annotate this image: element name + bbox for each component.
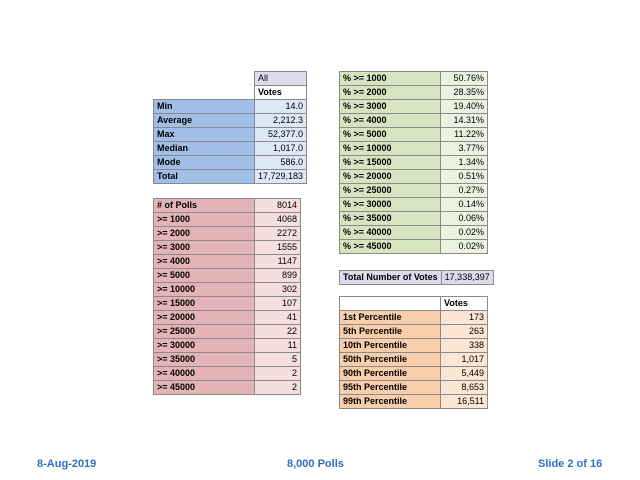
polls-label: >= 40000 bbox=[154, 367, 255, 381]
polls-table-body bbox=[154, 199, 301, 395]
stats-header-all: All bbox=[255, 72, 307, 86]
percentile-value: 338 bbox=[441, 339, 488, 353]
footer-date: 8-Aug-2019 bbox=[37, 458, 97, 470]
percent-row bbox=[340, 184, 488, 198]
percentile-row bbox=[340, 339, 488, 353]
percent-value: 14.31% bbox=[441, 114, 488, 128]
percent-value: 50.76% bbox=[441, 72, 488, 86]
stats-header-votes: Votes bbox=[255, 86, 307, 100]
percentile-label: 1st Percentile bbox=[340, 311, 441, 325]
percentile-value: 1,017 bbox=[441, 353, 488, 367]
percentile-label: 5th Percentile bbox=[340, 325, 441, 339]
polls-value: 2 bbox=[255, 381, 301, 395]
polls-row bbox=[154, 353, 301, 367]
percent-value: 3.77% bbox=[441, 142, 488, 156]
polls-label: >= 25000 bbox=[154, 325, 255, 339]
polls-value: 2 bbox=[255, 367, 301, 381]
percentiles-header-votes: Votes bbox=[441, 297, 488, 311]
percent-label: % >= 2000 bbox=[340, 86, 441, 100]
polls-value: 302 bbox=[255, 283, 301, 297]
stats-value: 52,377.0 bbox=[255, 128, 307, 142]
polls-row bbox=[154, 227, 301, 241]
percent-value: 1.34% bbox=[441, 156, 488, 170]
percentiles-table-body bbox=[340, 297, 488, 409]
polls-header-value: 8014 bbox=[255, 199, 301, 213]
percentile-label: 95th Percentile bbox=[340, 381, 441, 395]
percent-label: % >= 1000 bbox=[340, 72, 441, 86]
stats-header-blank bbox=[154, 86, 255, 100]
footer-title: 8,000 Polls bbox=[287, 458, 344, 470]
polls-value: 1147 bbox=[255, 255, 301, 269]
polls-row bbox=[154, 241, 301, 255]
stats-header-row bbox=[154, 72, 307, 86]
stats-row bbox=[154, 114, 307, 128]
percent-label: % >= 35000 bbox=[340, 212, 441, 226]
polls-row bbox=[154, 283, 301, 297]
polls-row bbox=[154, 297, 301, 311]
percentiles-table bbox=[339, 296, 488, 409]
percent-value: 19.40% bbox=[441, 100, 488, 114]
polls-label: >= 3000 bbox=[154, 241, 255, 255]
percent-table-body bbox=[340, 72, 488, 254]
stats-header-row bbox=[154, 86, 307, 100]
percent-table bbox=[339, 71, 488, 254]
percent-value: 0.02% bbox=[441, 240, 488, 254]
polls-value: 2272 bbox=[255, 227, 301, 241]
percentile-label: 99th Percentile bbox=[340, 395, 441, 409]
total-votes-row bbox=[340, 271, 494, 285]
percent-value: 0.51% bbox=[441, 170, 488, 184]
percent-label: % >= 20000 bbox=[340, 170, 441, 184]
polls-value: 11 bbox=[255, 339, 301, 353]
percent-row bbox=[340, 198, 488, 212]
percent-label: % >= 5000 bbox=[340, 128, 441, 142]
percentile-row bbox=[340, 353, 488, 367]
polls-value: 5 bbox=[255, 353, 301, 367]
percent-row bbox=[340, 72, 488, 86]
percentile-value: 173 bbox=[441, 311, 488, 325]
total-votes-label: Total Number of Votes bbox=[340, 271, 442, 285]
polls-label: >= 45000 bbox=[154, 381, 255, 395]
percent-row bbox=[340, 100, 488, 114]
polls-label: >= 20000 bbox=[154, 311, 255, 325]
percent-row bbox=[340, 226, 488, 240]
percent-label: % >= 30000 bbox=[340, 198, 441, 212]
percentile-label: 90th Percentile bbox=[340, 367, 441, 381]
percent-row bbox=[340, 128, 488, 142]
percent-row bbox=[340, 86, 488, 100]
polls-label: >= 15000 bbox=[154, 297, 255, 311]
polls-label: >= 1000 bbox=[154, 213, 255, 227]
percent-row bbox=[340, 170, 488, 184]
stats-row bbox=[154, 156, 307, 170]
percentile-label: 50th Percentile bbox=[340, 353, 441, 367]
stats-table bbox=[153, 71, 307, 184]
percent-row bbox=[340, 142, 488, 156]
percent-value: 0.02% bbox=[441, 226, 488, 240]
percent-label: % >= 25000 bbox=[340, 184, 441, 198]
percentile-label: 10th Percentile bbox=[340, 339, 441, 353]
polls-header-label: # of Polls bbox=[154, 199, 255, 213]
stats-value: 2,212.3 bbox=[255, 114, 307, 128]
percent-value: 11.22% bbox=[441, 128, 488, 142]
percent-value: 28.35% bbox=[441, 86, 488, 100]
percentile-value: 8,653 bbox=[441, 381, 488, 395]
percent-value: 0.14% bbox=[441, 198, 488, 212]
polls-row bbox=[154, 269, 301, 283]
stats-label: Median bbox=[154, 142, 255, 156]
polls-table bbox=[153, 198, 301, 395]
percent-label: % >= 10000 bbox=[340, 142, 441, 156]
stats-value: 586.0 bbox=[255, 156, 307, 170]
percent-value: 0.27% bbox=[441, 184, 488, 198]
stats-header-blank bbox=[154, 72, 255, 86]
polls-label: >= 2000 bbox=[154, 227, 255, 241]
polls-label: >= 4000 bbox=[154, 255, 255, 269]
polls-row bbox=[154, 311, 301, 325]
polls-label: >= 35000 bbox=[154, 353, 255, 367]
percent-label: % >= 15000 bbox=[340, 156, 441, 170]
percentile-value: 263 bbox=[441, 325, 488, 339]
percentile-row bbox=[340, 381, 488, 395]
percentile-row bbox=[340, 311, 488, 325]
percentile-row bbox=[340, 325, 488, 339]
stats-value: 17,729,183 bbox=[255, 170, 307, 184]
stats-label: Average bbox=[154, 114, 255, 128]
stats-row bbox=[154, 142, 307, 156]
polls-value: 4068 bbox=[255, 213, 301, 227]
percentile-row bbox=[340, 367, 488, 381]
percent-row bbox=[340, 156, 488, 170]
percent-label: % >= 45000 bbox=[340, 240, 441, 254]
polls-value: 22 bbox=[255, 325, 301, 339]
footer-slide-number: Slide 2 of 16 bbox=[538, 458, 603, 470]
stats-row bbox=[154, 128, 307, 142]
stats-value: 1,017.0 bbox=[255, 142, 307, 156]
polls-value: 1555 bbox=[255, 241, 301, 255]
polls-label: >= 30000 bbox=[154, 339, 255, 353]
polls-row bbox=[154, 339, 301, 353]
percent-row bbox=[340, 212, 488, 226]
polls-row bbox=[154, 367, 301, 381]
polls-row bbox=[154, 381, 301, 395]
polls-label: >= 5000 bbox=[154, 269, 255, 283]
percent-row bbox=[340, 240, 488, 254]
percent-label: % >= 40000 bbox=[340, 226, 441, 240]
percentile-value: 16,511 bbox=[441, 395, 488, 409]
percentiles-header-blank bbox=[340, 297, 441, 311]
percentile-value: 5,449 bbox=[441, 367, 488, 381]
percent-label: % >= 4000 bbox=[340, 114, 441, 128]
stats-label: Min bbox=[154, 100, 255, 114]
stats-label: Max bbox=[154, 128, 255, 142]
stats-table-body bbox=[154, 72, 307, 184]
percentiles-header-row bbox=[340, 297, 488, 311]
polls-header-row bbox=[154, 199, 301, 213]
polls-value: 41 bbox=[255, 311, 301, 325]
polls-value: 107 bbox=[255, 297, 301, 311]
polls-value: 899 bbox=[255, 269, 301, 283]
stats-label: Mode bbox=[154, 156, 255, 170]
polls-label: >= 10000 bbox=[154, 283, 255, 297]
polls-row bbox=[154, 255, 301, 269]
polls-row bbox=[154, 213, 301, 227]
percentile-row bbox=[340, 395, 488, 409]
stats-row bbox=[154, 100, 307, 114]
stats-value: 14.0 bbox=[255, 100, 307, 114]
stats-label: Total bbox=[154, 170, 255, 184]
percent-value: 0.06% bbox=[441, 212, 488, 226]
total-votes-value: 17,338,397 bbox=[441, 271, 493, 285]
polls-row bbox=[154, 325, 301, 339]
percent-label: % >= 3000 bbox=[340, 100, 441, 114]
stats-row bbox=[154, 170, 307, 184]
total-votes-table bbox=[339, 270, 494, 285]
percent-row bbox=[340, 114, 488, 128]
